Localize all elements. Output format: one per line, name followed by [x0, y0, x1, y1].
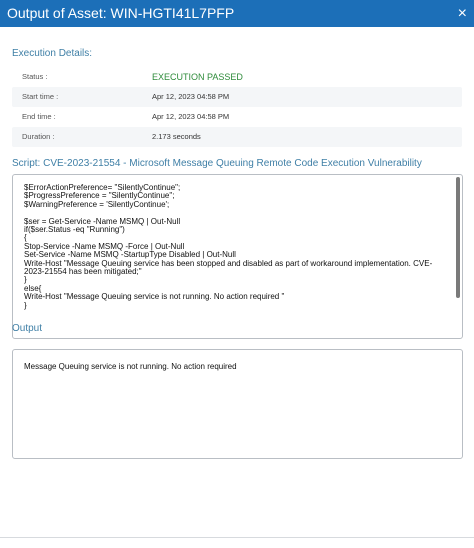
- output-content: Message Queuing service is not running. No action required: [24, 362, 237, 371]
- duration-label: Duration :: [22, 132, 55, 141]
- end-time-label: End time :: [22, 112, 56, 121]
- dialog-header: [0, 0, 474, 27]
- close-icon[interactable]: ×: [457, 5, 467, 22]
- dialog-title: Output of Asset: WIN-HGTI41L7PFP: [7, 5, 235, 21]
- output-title: Output: [12, 323, 43, 334]
- detail-row-status: [12, 67, 462, 87]
- execution-details-title: Execution Details:: [12, 48, 93, 59]
- status-value: EXECUTION PASSED: [152, 72, 243, 82]
- start-time-value: Apr 12, 2023 04:58 PM: [152, 92, 230, 101]
- duration-value: 2.173 seconds: [152, 132, 201, 141]
- script-scrollbar[interactable]: [456, 177, 460, 298]
- status-label: Status :: [22, 72, 48, 81]
- detail-row-end-time: [12, 107, 462, 127]
- start-time-label: Start time :: [22, 92, 59, 101]
- detail-row-duration: [12, 127, 462, 147]
- script-content: $ErrorActionPreference= "SilentlyContinue"; $ProgressPreference = "SilentlyContinue"; $WarningPreference = 'SilentlyContinue'; $ser = Get-Service -Name MSMQ | Out-Null if($ser.Status -eq "Running") { Stop-Service -Name MSMQ -Force | Out-Null Set-Service -Name MSMQ -StartupType Disabled | Out-Null Write-Host "Message Queuing service has been stopped and disabled as part of workaround implementation. CVE-2023-21554 has been mitigated;" } else{ Write-Host "Message Queuing service is not running. No action required " }: [24, 183, 433, 310]
- output-textarea[interactable]: [12, 349, 463, 459]
- script-title: Script: CVE-2023-21554 - Microsoft Message Queuing Remote Code Execution Vulnerability: [12, 158, 422, 169]
- footer-divider: [0, 537, 474, 538]
- detail-row-start-time: [12, 87, 462, 107]
- script-textarea[interactable]: [12, 174, 463, 339]
- end-time-value: Apr 12, 2023 04:58 PM: [152, 112, 230, 121]
- execution-details-table: [12, 67, 462, 147]
